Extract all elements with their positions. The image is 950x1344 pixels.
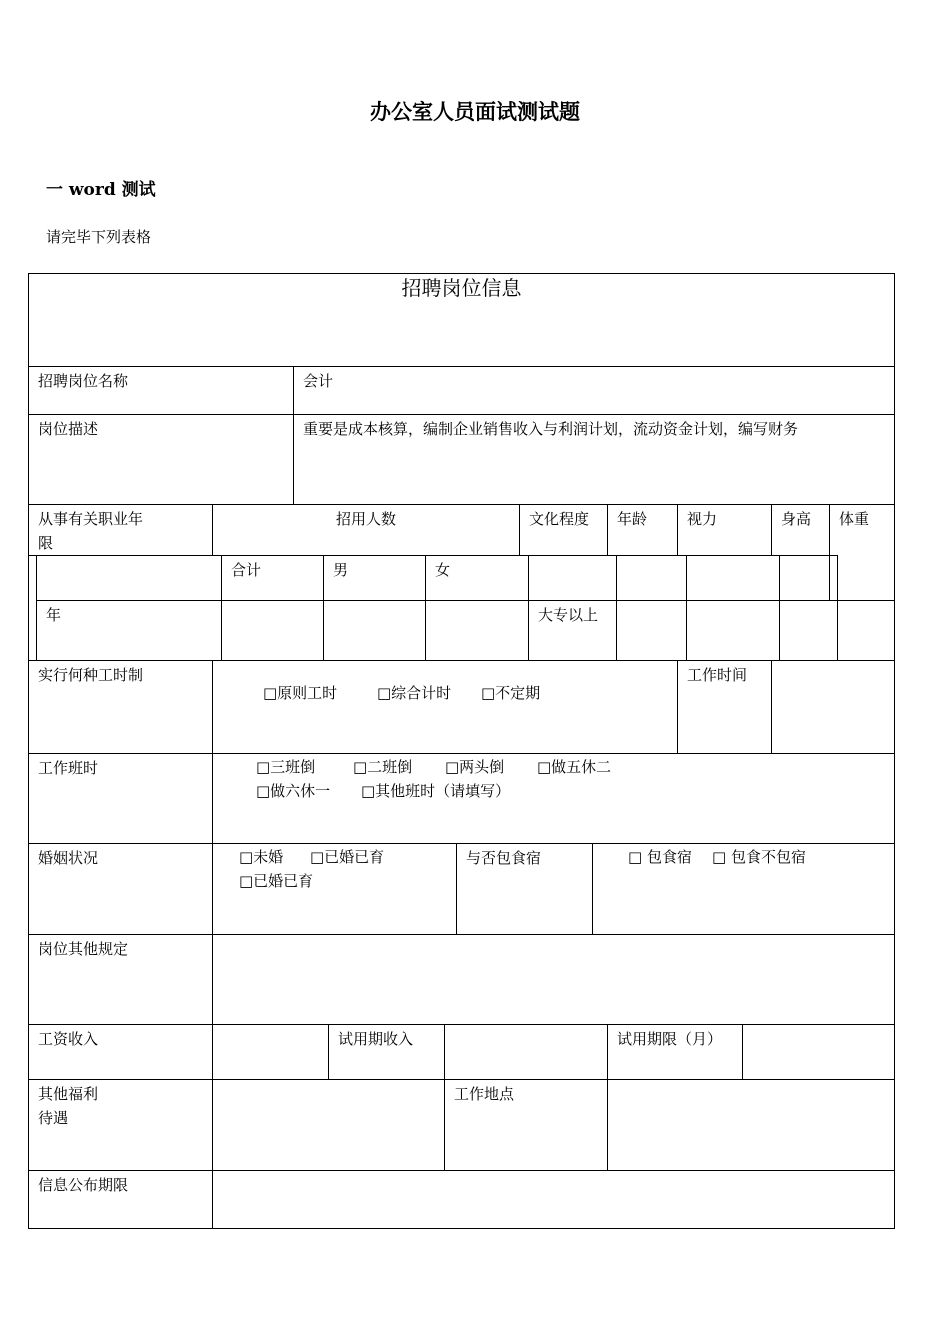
weight-label: 体重 — [829, 504, 895, 601]
welfare-value[interactable] — [212, 1079, 445, 1171]
description-value[interactable]: 重要是成本核算，编制企业销售收入与利润计划，流动资金计划，编写财务 — [293, 414, 895, 505]
table-header-title: 招聘岗位信息 — [401, 276, 522, 300]
board-option-full[interactable]: □ 包食宿 — [628, 848, 692, 866]
marital-option-married-with-children[interactable]: □已婚已育 — [310, 848, 385, 866]
age-label: 年龄 — [607, 504, 678, 556]
other-rules-value[interactable] — [212, 934, 895, 1025]
board-option-meals-only[interactable]: □ 包食不包宿 — [712, 848, 806, 866]
instruction-text: 请完毕下列表格 — [46, 228, 152, 246]
work-system-option-standard[interactable]: □原则工时 — [263, 684, 338, 702]
shift-option-six-one[interactable]: □做六休一 — [256, 782, 331, 800]
vision-subcell[interactable] — [686, 555, 780, 601]
probation-income-label: 试用期收入 — [328, 1024, 445, 1080]
education-subcell[interactable] — [528, 555, 617, 601]
experience-label: 从事有关职业年限 — [28, 504, 213, 556]
shift-option-both-ends[interactable]: □两头倒 — [445, 758, 505, 776]
headcount-label: 招用人数 — [212, 504, 520, 556]
description-label: 岗位描述 — [28, 414, 294, 505]
marital-option-single[interactable]: □未婚 — [239, 848, 284, 866]
board-options-cell — [592, 843, 895, 935]
probation-period-label: 试用期限（月） — [607, 1024, 743, 1080]
publish-period-label: 信息公布期限 — [28, 1170, 213, 1229]
location-label: 工作地点 — [444, 1079, 608, 1171]
height-subcell[interactable] — [779, 555, 830, 601]
height-label: 身高 — [771, 504, 830, 556]
work-system-options-cell — [212, 660, 678, 754]
position-name-label: 招聘岗位名称 — [28, 366, 294, 415]
welfare-label: 其他福利待遇 — [28, 1079, 213, 1171]
position-name-value[interactable]: 会计 — [293, 366, 895, 415]
total-value[interactable] — [221, 600, 324, 661]
shift-label: 工作班时 — [28, 753, 213, 844]
weight-value[interactable] — [837, 600, 895, 661]
work-time-label: 工作时间 — [677, 660, 772, 754]
shift-option-three[interactable]: □三班倒 — [256, 758, 316, 776]
page-title: 办公室人员面试测试题 — [370, 99, 580, 124]
board-label: 与否包食宿 — [456, 843, 593, 935]
education-value[interactable]: 大专以上 — [528, 600, 617, 661]
height-value[interactable] — [779, 600, 838, 661]
shift-option-two[interactable]: □二班倒 — [353, 758, 413, 776]
salary-label: 工资收入 — [28, 1024, 213, 1080]
age-value[interactable] — [616, 600, 687, 661]
work-system-option-irregular[interactable]: □不定期 — [481, 684, 541, 702]
table-header-cell — [28, 273, 895, 367]
age-subcell[interactable] — [616, 555, 687, 601]
total-label: 合计 — [221, 555, 324, 601]
work-system-label: 实行何种工时制 — [28, 660, 213, 754]
salary-value[interactable] — [212, 1024, 329, 1080]
shift-option-five-two[interactable]: □做五休二 — [537, 758, 612, 776]
marital-label: 婚姻状况 — [28, 843, 213, 935]
probation-period-value[interactable] — [742, 1024, 895, 1080]
female-label: 女 — [425, 555, 529, 601]
male-value[interactable] — [323, 600, 426, 661]
left-border-segment — [28, 555, 29, 661]
vision-label: 视力 — [677, 504, 772, 556]
male-label: 男 — [323, 555, 426, 601]
probation-income-value[interactable] — [444, 1024, 608, 1080]
education-label: 文化程度 — [519, 504, 608, 556]
marital-option-married-with-children-2[interactable]: □已婚已育 — [239, 872, 314, 890]
work-time-value[interactable] — [771, 660, 895, 754]
shift-options-cell — [212, 753, 895, 844]
section-heading: 一 word 测试 — [46, 180, 156, 200]
vision-value[interactable] — [686, 600, 780, 661]
location-value[interactable] — [607, 1079, 895, 1171]
experience-subcell[interactable] — [36, 555, 222, 601]
marital-options-cell — [212, 843, 457, 935]
work-system-option-comprehensive[interactable]: □综合计时 — [377, 684, 452, 702]
female-value[interactable] — [425, 600, 529, 661]
year-label: 年 — [36, 600, 222, 661]
extra-subcell — [829, 555, 838, 601]
publish-period-value[interactable] — [212, 1170, 895, 1229]
other-rules-label: 岗位其他规定 — [28, 934, 213, 1025]
shift-option-other[interactable]: □其他班时（请填写） — [361, 782, 511, 800]
